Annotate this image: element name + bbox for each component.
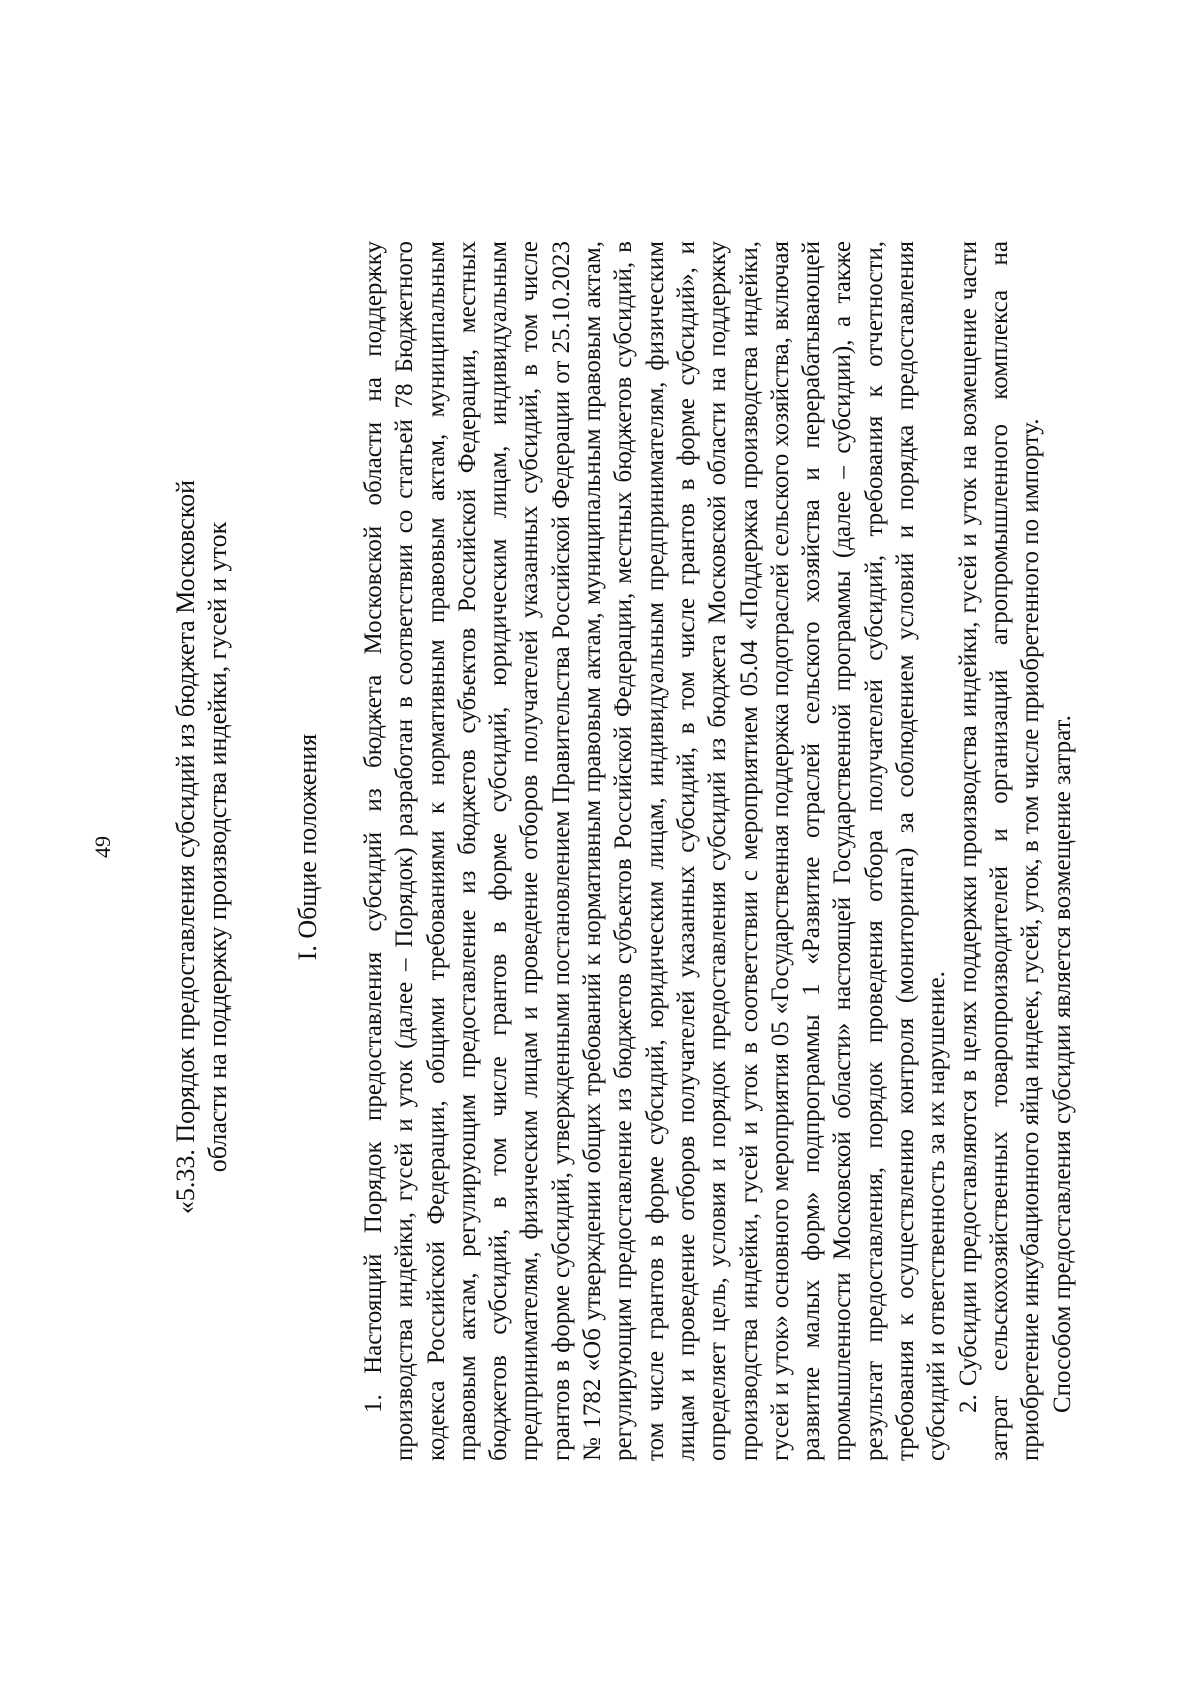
document-body [358, 241, 1078, 1461]
section-heading: I. Общие положения [293, 733, 322, 961]
document-title [170, 242, 234, 1452]
document-title-line-2: области на поддержку производства индейки, гусей и уток [203, 521, 232, 1173]
paragraph-3: Способом предоставления субсидии является возмещение затрат. [1048, 715, 1076, 1413]
paragraph-1: 1. Настоящий Порядок предоставления субсидий из бюджета Московской области на поддержку производства индейки, гусей и уток (далее – Порядок) разработан в соответствии со статьей 78 Бюджетного кодекса Российской Федерации, общими требованиями к нормативным правовым актам, муниципальным правовым актам, регулирующим предоставление из бюджетов субъектов Российской Федерации, местных бюджетов субсидий, в том числе грантов в форме субсидий, юридическим лицам, индивидуальным предпринимателям, физическим лицам и проведение отборов получателей указанных субсидий, в том числе грантов в форме субсидий, утвержденными постановлением Правительства Российской Федерации от 25.10.2023 № 1782 «Об утверждении общих требований к нормативным правовым актам, муниципальным правовым актам, регулирующим предоставление из бюджетов субъектов Российской Федерации, местных бюджетов субсидий, в том числе грантов в форме субсидий, юридическим лицам, индивидуальным предпринимателям, физическим лицам и проведение отборов получателей указанных субсидий, в том числе грантов в форме субсидий», и определяет цель, условия и порядок предоставления субсидий из бюджета Московской области на поддержку производства индейки, гусей и уток в соответствии с мероприятием 05.04 «Поддержка производства индейки, гусей и уток» основного мероприятия 05 «Государственная поддержка подотраслей сельского хозяйства, включая развитие малых форм» подпрограммы 1 «Развитие отраслей сельского хозяйства и перерабатывающей промышленности Московской области» настоящей Государственной программы (далее – субсидии), а также результат предоставления, порядок проведения отбора получателей субсидий, требования к отчетности, требования к осуществлению контроля (мониторинга) за соблюдением условий и порядка предоставления субсидий и ответственность за их нарушение. [360, 241, 951, 1461]
paragraph-2: 2. Субсидии предоставляются в целях поддержки производства индейки, гусей и уток на возмещение части затрат сельскохозяйственных товаропроизводителей и организаций агропромышленного комплекса на приобретение инкубационного яйца индеек, гусей, уток, в том числе приобретенного по импорту. [954, 241, 1045, 1461]
document-title-line-1: «5.33. Порядок предоставления субсидий из бюджета Московской [171, 479, 200, 1215]
page-number: 49 [90, 836, 115, 858]
